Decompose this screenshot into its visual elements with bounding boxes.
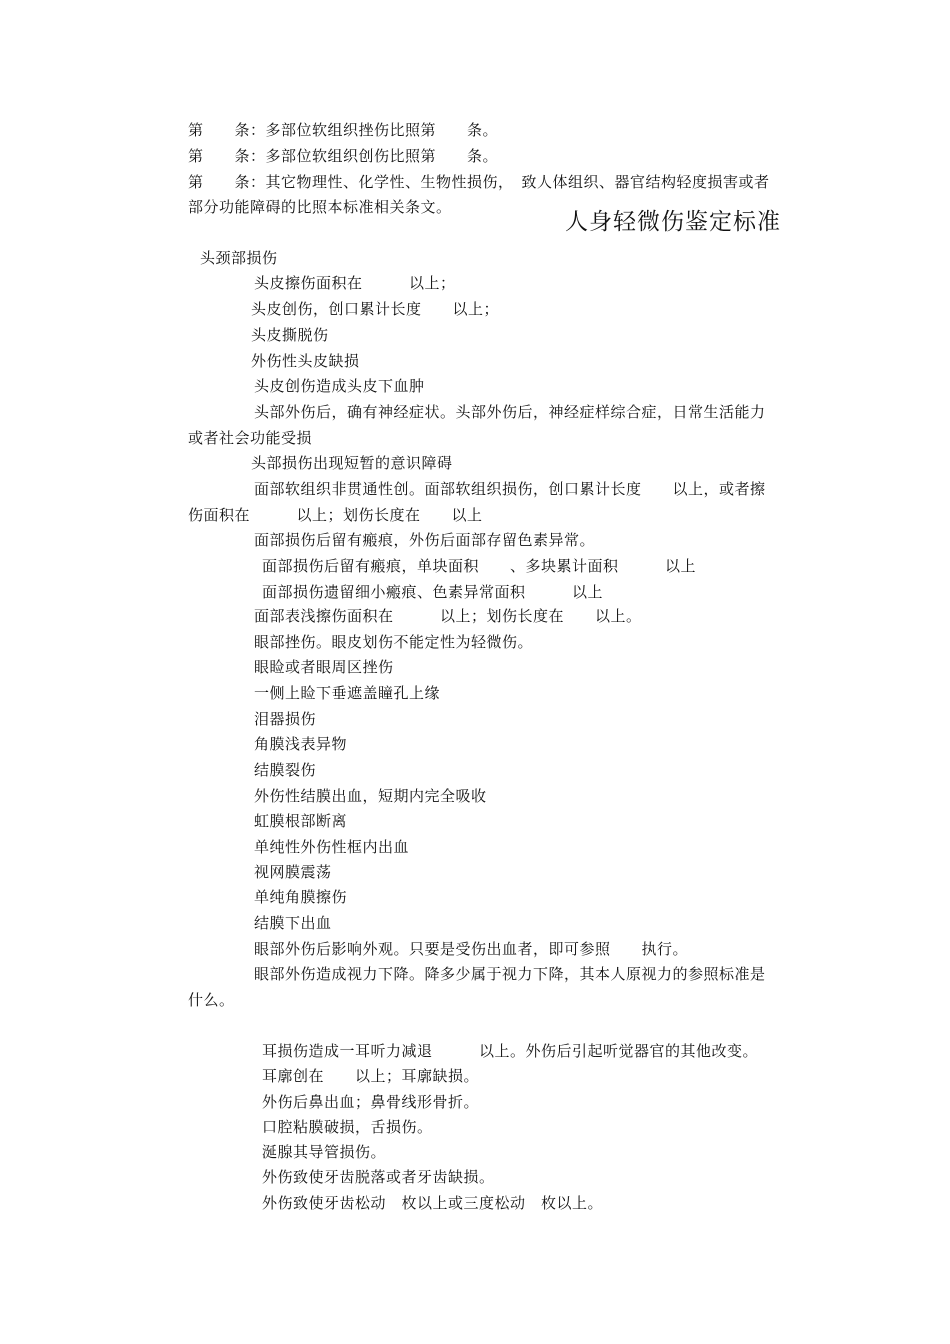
list-item: 眼部挫伤。眼皮划伤不能定性为轻微伤。 <box>254 633 534 651</box>
list-item: 外伤致使牙齿松动 枚以上或三度松动 枚以上。 <box>262 1194 604 1212</box>
document-title: 人身轻微伤鉴定标准 <box>565 209 781 235</box>
list-item: 眼睑或者眼周区挫伤 <box>254 658 394 676</box>
list-item: 伤面积在 以上；划伤长度在 以上 <box>188 506 483 524</box>
list-item: 面部损伤遗留细小瘢痕、色素异常面积 以上 <box>262 583 604 601</box>
list-item: 外伤性结膜出血，短期内完全吸收 <box>254 787 487 805</box>
list-item: 眼部外伤后影响外观。只要是受伤出血者，即可参照 执行。 <box>254 940 689 958</box>
article-line: 部分功能障碍的比照本标准相关条文。 <box>188 198 452 216</box>
article-line: 第 条：其它物理性、化学性、生物性损伤， 致人体组织、器官结构轻度损害或者 <box>188 173 770 191</box>
list-item: 面部损伤后留有瘢痕，外伤后面部存留色素异常。 <box>254 531 596 549</box>
list-item: 虹膜根部断离 <box>254 812 348 830</box>
list-item: 口腔粘膜破损，舌损伤。 <box>262 1118 433 1136</box>
list-item: 单纯角膜擦伤 <box>254 888 348 906</box>
list-item: 头皮创伤造成头皮下血肿 <box>254 377 425 395</box>
list-item: 涎腺其导管损伤。 <box>262 1143 387 1161</box>
list-item: 泪器损伤 <box>254 710 317 728</box>
list-item: 角膜浅表异物 <box>254 735 348 753</box>
list-item: 面部软组织非贯通性创。面部软组织损伤，创口累计长度 以上，或者擦 <box>254 480 766 498</box>
list-item: 结膜下出血 <box>254 914 332 932</box>
list-item: 视网膜震荡 <box>254 863 332 881</box>
list-item: 面部表浅擦伤面积在 以上；划伤长度在 以上。 <box>254 607 642 625</box>
article-line: 第 条：多部位软组织创伤比照第 条。 <box>188 147 499 165</box>
list-item: 头部外伤后，确有神经症状。头部外伤后，神经症样综合症，日常生活能力 <box>254 403 766 421</box>
article-line: 第 条：多部位软组织挫伤比照第 条。 <box>188 121 499 139</box>
list-item: 耳损伤造成一耳听力减退 以上。外伤后引起听觉器官的其他改变。 <box>262 1042 759 1060</box>
list-item: 头皮擦伤面积在 以上； <box>254 274 456 292</box>
list-item: 一侧上睑下垂遮盖瞳孔上缘 <box>254 684 441 702</box>
list-item: 外伤性头皮缺损 <box>251 352 360 370</box>
list-item: 头皮创伤，创口累计长度 以上； <box>251 300 500 318</box>
list-item: 耳廓创在 以上；耳廓缺损。 <box>262 1067 480 1085</box>
list-item: 外伤后鼻出血；鼻骨线形骨折。 <box>262 1093 480 1111</box>
list-item: 外伤致使牙齿脱落或者牙齿缺损。 <box>262 1168 495 1186</box>
list-item: 面部损伤后留有瘢痕，单块面积 、多块累计面积 以上 <box>262 557 697 575</box>
list-item: 或者社会功能受损 <box>188 429 313 447</box>
list-item: 眼部外伤造成视力下降。降多少属于视力下降，其本人原视力的参照标准是 <box>254 965 766 983</box>
list-item: 头皮撕脱伤 <box>251 326 329 344</box>
list-item: 结膜裂伤 <box>254 761 317 779</box>
section-heading: 头颈部损伤 <box>200 249 278 267</box>
list-item: 什么。 <box>188 991 235 1009</box>
list-item: 头部损伤出现短暂的意识障碍 <box>251 454 453 472</box>
list-item: 单纯性外伤性框内出血 <box>254 838 410 856</box>
